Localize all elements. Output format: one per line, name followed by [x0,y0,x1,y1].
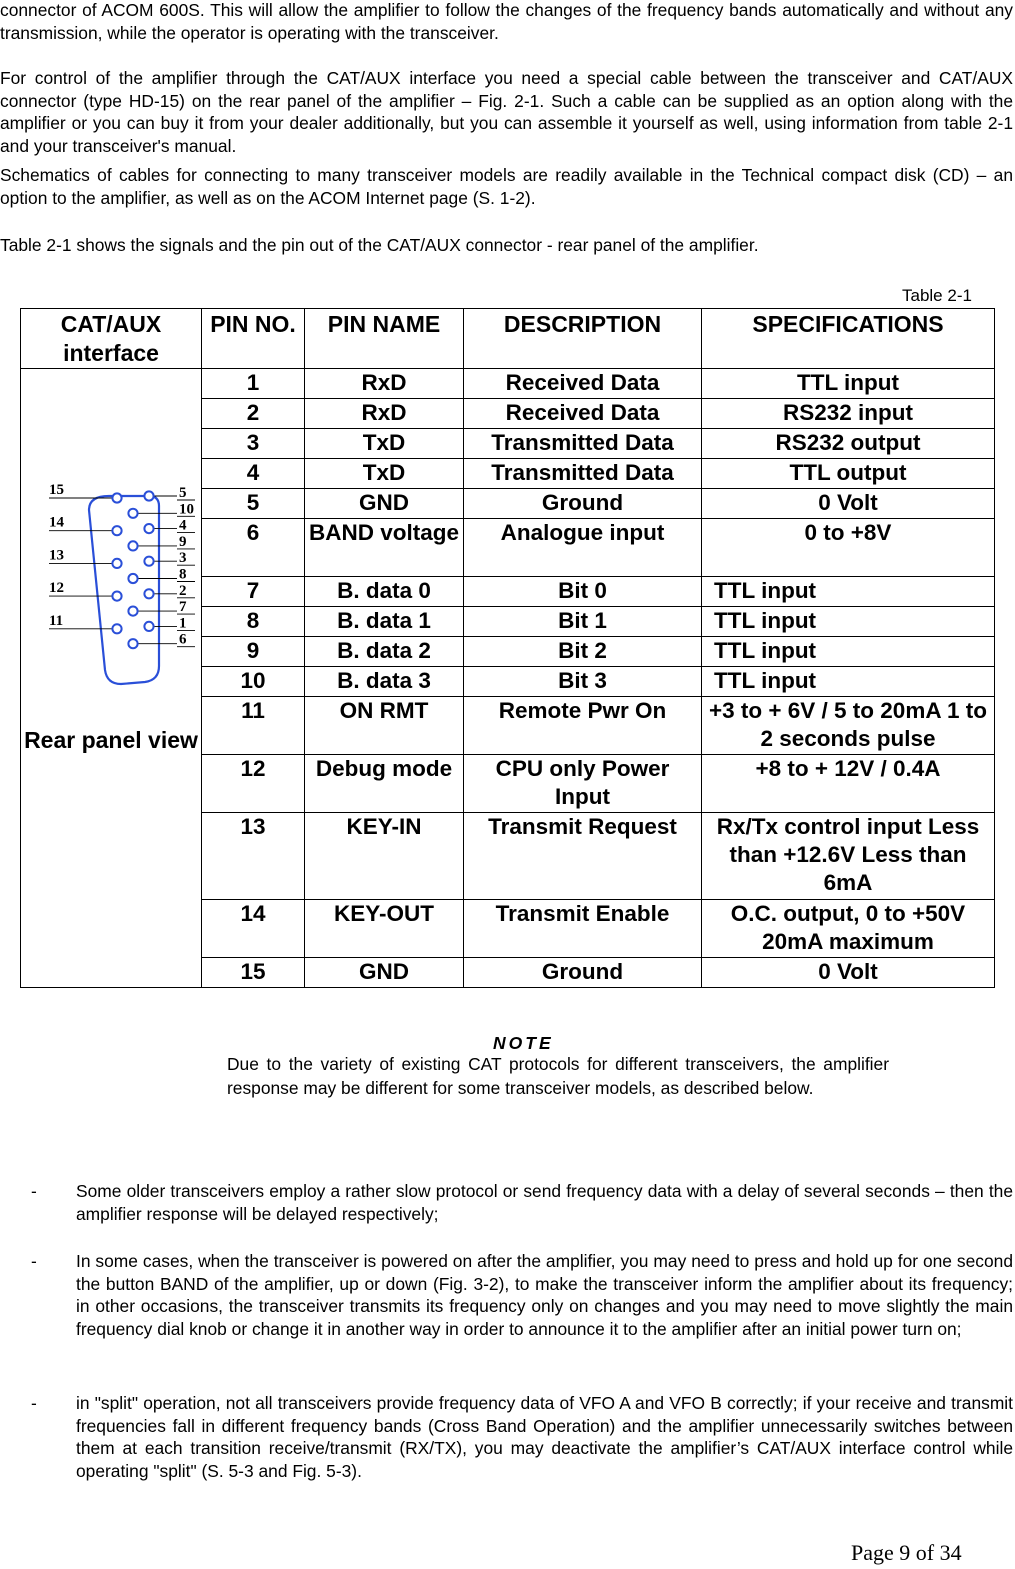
pin-hole [112,624,121,633]
pin-specification: RS232 input [702,399,995,429]
pin-specification: 0 Volt [702,489,995,519]
pin-hole [112,493,121,502]
pin-specification: TTL input [702,607,995,637]
pin-number-label: 11 [49,612,64,629]
pin-hole [112,559,121,568]
pin-specification: O.C. output, 0 to +50V 20mA maximum [702,900,995,958]
pin-description: Received Data [464,369,702,399]
pin-number: 12 [202,755,305,813]
pin-description: Bit 2 [464,637,702,667]
note-title: NOTE [493,1033,554,1053]
pin-number-label: 10 [179,501,194,518]
list-item-text: In some cases, when the transceiver is powered on after the amplifier, you may need to press and hold up for one second the button BAND of the amplifier, up or down (Fig. 3-2), to make the transceiver inform the amplifier about its frequency; in other occasions, the transceiver transmits its frequency only on changes and you may need to move slightly the main frequency dial knob or change it in another way in order to announce it to the amplifier after an initial power turn on; [76,1251,1013,1339]
intro-paragraph-1: connector of ACOM 600S. This will allow the amplifier to follow the changes of the frequency bands automatically and without any transmission, while the operator is operating with the transceiver. [0,0,1013,43]
pin-number: 3 [202,429,305,459]
pin-description: Ground [464,958,702,988]
pin-name: KEY-IN [305,813,464,900]
pin-number-label: 12 [49,580,64,597]
pin-specification: TTL input [702,667,995,697]
pin-hole [144,524,153,533]
pin-description: Bit 0 [464,577,702,607]
pin-number: 15 [202,958,305,988]
pin-number-label: 13 [49,547,64,564]
pin-hole [128,607,137,616]
pin-number: 13 [202,813,305,900]
pin-number: 11 [202,697,305,755]
pin-description: Received Data [464,399,702,429]
pin-name: TxD [305,429,464,459]
pin-specification: TTL output [702,459,995,489]
pin-number: 10 [202,667,305,697]
pin-hole [128,509,137,518]
pin-name: B. data 3 [305,667,464,697]
pin-hole [144,622,153,631]
pin-hole [128,574,137,583]
rear-panel-view-label: Rear panel view [24,727,198,753]
pin-hole [128,541,137,550]
pin-number-label: 1 [179,615,187,632]
intro-paragraph-3: Schematics of cables for connecting to many transceiver models are readily available in the Technical compact disk (CD) – an option to the amplifier, as well as on the ACOM Internet page (S. 1-2). [0,165,1013,208]
pin-number-label: 9 [179,533,187,550]
pin-number-label: 14 [49,514,64,531]
table-row [21,369,995,399]
note-body: Due to the variety of existing CAT protocols for different transceivers, the amplifier response may be different for some transceiver models, as described below. [227,1054,889,1098]
pin-description: CPU only Power Input [464,755,702,813]
pin-specification: +8 to + 12V / 0.4A [702,755,995,813]
list-item: - Some older transceivers employ a rather slow protocol or send frequency data with a delay of several seconds – then the amplifier response will be delayed respectively; [31,1181,1013,1224]
pin-specification: Rx/Tx control input Less than +12.6V Less than 6mA [702,813,995,900]
pin-name: ON RMT [305,697,464,755]
list-item: - in "split" operation, not all transceivers provide frequency data of VFO A and VFO B correctly; if your receive and transmit frequencies fall in different frequency bands (Cross Band Operation) and the amplifier unnecessarily switches between them at each transition receive/transmit (RX/TX), you may deactivate the amplifier’s CAT/AUX interface control while operating "split" (S. 5-3 and Fig. 5-3). [31,1393,1013,1481]
pin-specification: TTL input [702,637,995,667]
pin-description: Bit 3 [464,667,702,697]
pin-name: TxD [305,459,464,489]
pin-specification: RS232 output [702,429,995,459]
pin-name: B. data 1 [305,607,464,637]
pin-name: BAND voltage [305,519,464,577]
pin-number-label: 8 [179,566,187,583]
list-item-text: Some older transceivers employ a rather slow protocol or send frequency data with a delay of several seconds – then the amplifier response will be delayed respectively; [76,1181,1013,1224]
pin-name: Debug mode [305,755,464,813]
pin-name: GND [305,489,464,519]
pin-number-label: 3 [179,550,187,567]
header-pin-name: PIN NAME [305,309,464,369]
pin-number: 6 [202,519,305,577]
pin-name: B. data 0 [305,577,464,607]
pin-number: 14 [202,900,305,958]
pin-number: 9 [202,637,305,667]
hd15-connector-diagram [49,484,199,704]
pin-hole [144,557,153,566]
header-description: DESCRIPTION [464,309,702,369]
table-header-row [21,309,995,369]
pin-number-label: 15 [49,484,64,498]
pin-specification: 0 Volt [702,958,995,988]
intro-paragraph-4: Table 2-1 shows the signals and the pin out of the CAT/AUX connector - rear panel of the amplifier. [0,235,759,255]
pin-description: Transmit Enable [464,900,702,958]
pin-description: Transmitted Data [464,459,702,489]
header-specifications: SPECIFICATIONS [702,309,995,369]
pin-number: 1 [202,369,305,399]
pin-specification: TTL input [702,369,995,399]
pin-description: Bit 1 [464,607,702,637]
pin-specification: 0 to +8V [702,519,995,577]
pin-name: RxD [305,369,464,399]
pin-number-label: 5 [179,485,187,501]
pin-name: RxD [305,399,464,429]
pin-number: 8 [202,607,305,637]
pin-number-label: 4 [179,517,187,534]
pin-number-label: 7 [179,599,187,616]
pin-name: KEY-OUT [305,900,464,958]
pin-description: Transmitted Data [464,429,702,459]
header-interface: CAT/AUX interface [21,309,202,369]
table-caption: Table 2-1 [902,286,972,305]
page-number: Page 9 of 34 [851,1540,962,1565]
pin-description: Ground [464,489,702,519]
pin-description: Transmit Request [464,813,702,900]
intro-paragraph-2: For control of the amplifier through the CAT/AUX interface you need a special cable between the transceiver and CAT/AUX connector (type HD-15) on the rear panel of the amplifier – Fig. 2-1. Such a cable can be supplied as an option along with the amplifier or you can buy it from your dealer additionally, but you can assemble it yourself as well, using information from table 2-1 and your transceiver's manual. [0,68,1013,156]
pin-number: 2 [202,399,305,429]
pin-description: Analogue input [464,519,702,577]
pinout-table [20,308,995,988]
list-item-text: in "split" operation, not all transceivers provide frequency data of VFO A and VFO B correctly; if your receive and transmit frequencies fall in different frequency bands (Cross Band Operation) and the amplifier unnecessarily switches between them at each transition receive/transmit (RX/TX), you may deactivate the amplifier’s CAT/AUX interface control while operating "split" (S. 5-3 and Fig. 5-3). [76,1393,1013,1481]
pin-specification: TTL input [702,577,995,607]
pin-hole [112,592,121,601]
list-item: - In some cases, when the transceiver is powered on after the amplifier, you may need to press and hold up for one second the button BAND of the amplifier, up or down (Fig. 3-2), to make the transceiver inform the amplifier about its frequency; in other occasions, the transceiver transmits its frequency only on changes and you may need to move slightly the main frequency dial knob or change it in another way in order to announce it to the amplifier after an initial power turn on; [31,1251,1013,1339]
pin-name: GND [305,958,464,988]
pin-number-label: 6 [179,631,187,648]
pin-hole [112,526,121,535]
pin-name: B. data 2 [305,637,464,667]
pin-number: 7 [202,577,305,607]
connector-cell [21,369,202,988]
pin-specification: +3 to + 6V / 5 to 20mA 1 to 2 seconds pulse [702,697,995,755]
pin-hole [144,491,153,500]
header-pin-no: PIN NO. [202,309,305,369]
pin-number: 5 [202,489,305,519]
pin-description: Remote Pwr On [464,697,702,755]
pin-number-label: 2 [179,582,187,599]
pin-number: 4 [202,459,305,489]
pin-hole [144,589,153,598]
pin-hole [128,639,137,648]
